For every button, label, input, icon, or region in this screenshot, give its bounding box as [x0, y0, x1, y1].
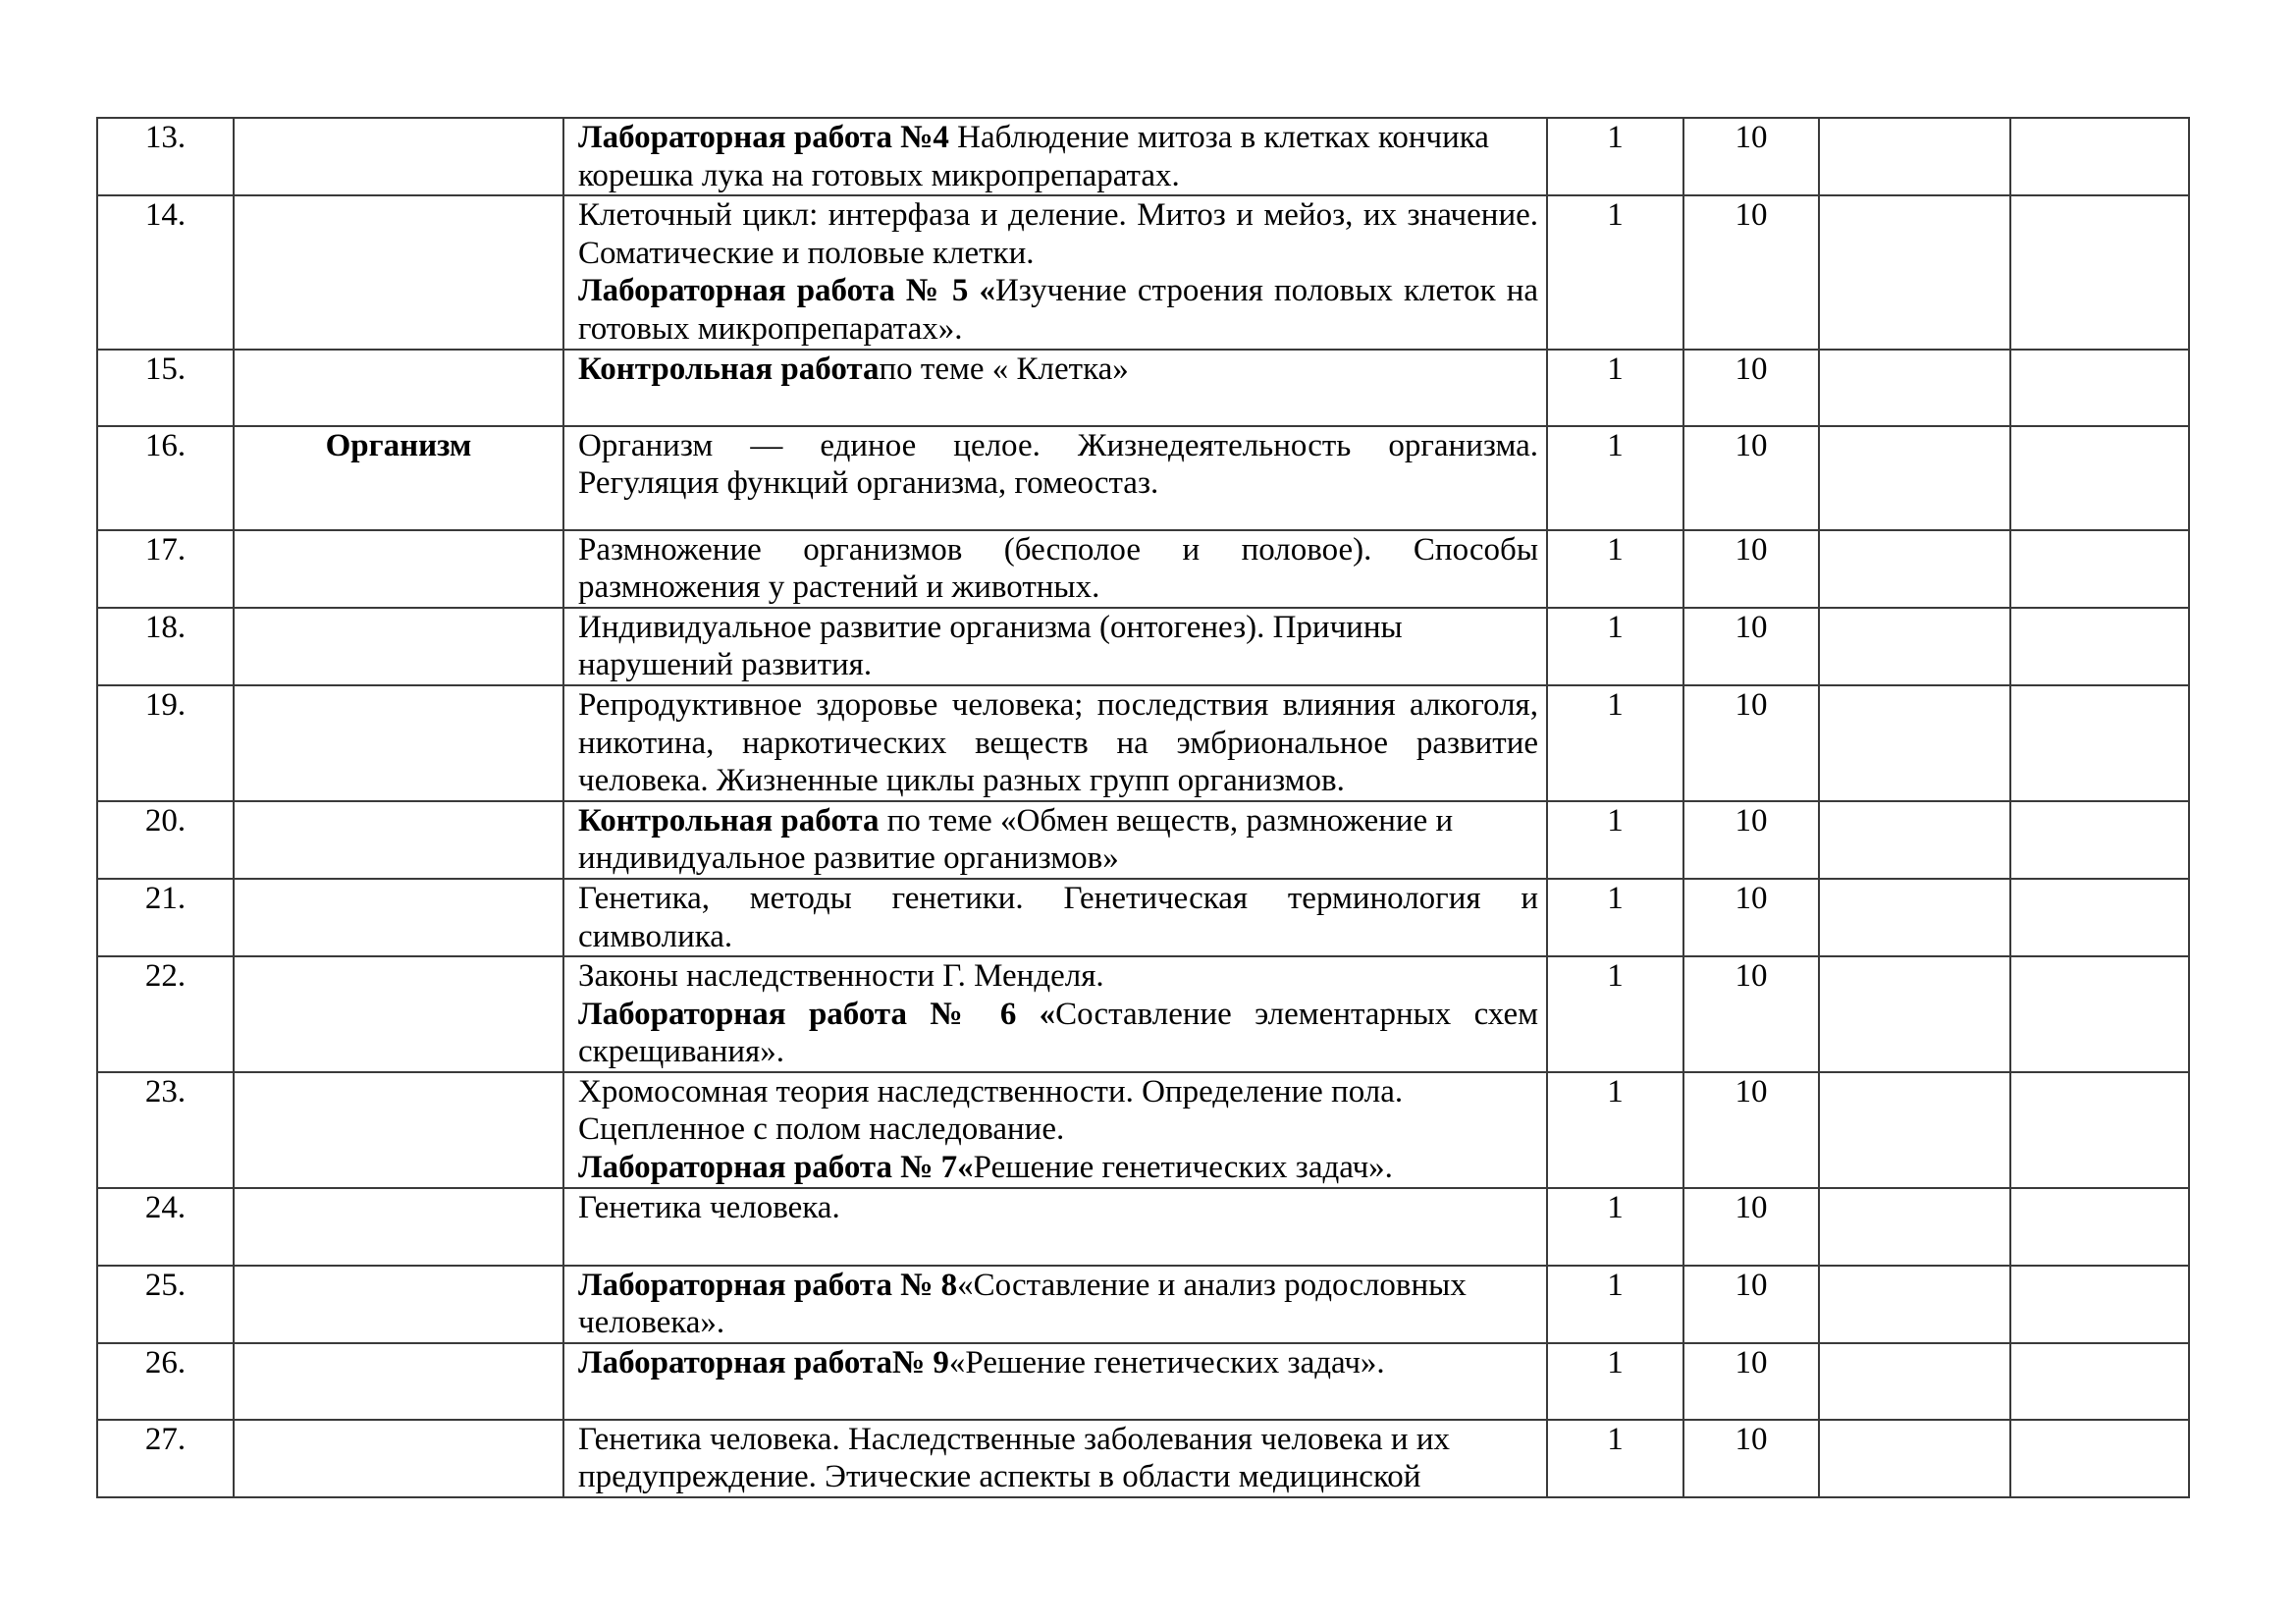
topic-line [578, 157, 1538, 195]
topic-text: символика. [578, 918, 733, 954]
hours-cell: 1 [1547, 426, 1683, 530]
topic-bold-text: Лабораторная работа №4 [578, 120, 949, 155]
week-cell: 10 [1683, 1072, 1819, 1188]
topic-cell [563, 195, 1547, 349]
section-cell [234, 350, 563, 426]
topic-cell [563, 350, 1547, 426]
topic-text: Организм — единое целое. Жизнедеятельность организма. [578, 427, 1538, 463]
topic-text: нарушений развития. [578, 647, 873, 683]
plan-date-cell [1819, 1266, 2010, 1343]
hours-cell: 1 [1547, 1420, 1683, 1497]
plan-date-cell [1819, 956, 2010, 1072]
topic-line [578, 351, 1538, 389]
topic-line [578, 1110, 1538, 1149]
topic-text: Размножение организмов (бесполое и половое). Способы [578, 531, 1538, 568]
section-cell [234, 1072, 563, 1188]
lesson-number-cell: 20. [97, 801, 234, 879]
hours-cell: 1 [1547, 530, 1683, 608]
actual-date-cell [2010, 350, 2189, 426]
topic-cell [563, 608, 1547, 685]
topic-line [578, 839, 1538, 878]
week-cell: 10 [1683, 1266, 1819, 1343]
plan-date-cell [1819, 195, 2010, 349]
topic-line [578, 1421, 1538, 1459]
topic-cell [563, 1343, 1547, 1420]
topic-text: Репродуктивное здоровье человека; последствия влияния алкоголя, [578, 686, 1538, 723]
section-cell [234, 879, 563, 956]
table-row [97, 956, 2189, 1072]
topic-text: скрещивания». [578, 1034, 784, 1070]
table-row [97, 685, 2189, 801]
lesson-number-cell: 16. [97, 426, 234, 530]
topic-line [578, 1267, 1538, 1305]
lesson-number-cell: 21. [97, 879, 234, 956]
section-cell [234, 118, 563, 195]
table-row [97, 195, 2189, 349]
topic-cell [563, 1420, 1547, 1497]
topic-cell [563, 530, 1547, 608]
actual-date-cell [2010, 195, 2189, 349]
lesson-number-cell: 22. [97, 956, 234, 1072]
topic-bold-text: Лабораторная работа№ 9 [578, 1344, 949, 1380]
hours-cell: 1 [1547, 608, 1683, 685]
plan-date-cell [1819, 426, 2010, 530]
table-row [97, 1420, 2189, 1497]
actual-date-cell [2010, 1188, 2189, 1266]
hours-cell: 1 [1547, 350, 1683, 426]
table-row [97, 118, 2189, 195]
topic-text: Решение генетических задач». [973, 1150, 1393, 1186]
section-cell [234, 801, 563, 879]
lesson-number-cell: 14. [97, 195, 234, 349]
topic-line [578, 996, 1538, 1034]
topic-line [578, 1149, 1538, 1187]
week-cell: 10 [1683, 195, 1819, 349]
topic-text: по теме « Клетка» [879, 351, 1129, 387]
table-row [97, 879, 2189, 956]
topic-line [578, 272, 1538, 310]
table-body [97, 118, 2189, 1497]
topic-line [578, 196, 1538, 235]
topic-line [578, 725, 1538, 763]
lesson-number-cell: 23. [97, 1072, 234, 1188]
lesson-number-cell: 27. [97, 1420, 234, 1497]
topic-bold-text: Контрольная работа [578, 802, 880, 839]
lesson-number-cell: 13. [97, 118, 234, 195]
week-cell: 10 [1683, 350, 1819, 426]
actual-date-cell [2010, 1343, 2189, 1420]
week-cell: 10 [1683, 426, 1819, 530]
topic-bold-text: Лабораторная работа № 6 « [578, 996, 1056, 1032]
topic-line [578, 235, 1538, 273]
topic-text: индивидуальное развитие организмов» [578, 840, 1119, 877]
topic-line [578, 1189, 1538, 1227]
hours-cell: 1 [1547, 118, 1683, 195]
lesson-plan-table [96, 117, 2190, 1498]
topic-line [578, 762, 1538, 800]
section-cell [234, 1343, 563, 1420]
topic-text: Законы наследственности Г. Менделя. [578, 958, 1104, 995]
topic-bold-text: Лабораторная работа № 7« [578, 1150, 974, 1186]
table-row [97, 1072, 2189, 1188]
topic-line [578, 1344, 1538, 1382]
plan-date-cell [1819, 801, 2010, 879]
actual-date-cell [2010, 118, 2189, 195]
topic-cell [563, 956, 1547, 1072]
lesson-number-cell: 18. [97, 608, 234, 685]
topic-line [578, 531, 1538, 569]
topic-text: Соматические и половые клетки. [578, 235, 1035, 271]
table-row [97, 1266, 2189, 1343]
topic-cell [563, 118, 1547, 195]
topic-text: Хромосомная теория наследственности. Определение пола. [578, 1073, 1404, 1110]
section-cell [234, 1188, 563, 1266]
topic-text: Изучение строения половых клеток на [994, 273, 1539, 309]
actual-date-cell [2010, 1072, 2189, 1188]
topic-line [578, 646, 1538, 684]
hours-cell: 1 [1547, 1072, 1683, 1188]
topic-line [578, 686, 1538, 725]
topic-text: Индивидуальное развитие организма (онтогенез). Причины [578, 609, 1403, 645]
topic-text: Клеточный цикл: интерфаза и деление. Митоз и мейоз, их значение. [578, 197, 1538, 234]
actual-date-cell [2010, 685, 2189, 801]
topic-text: Наблюдение митоза в клетках кончика [948, 120, 1489, 155]
topic-text: корешка лука на готовых микропрепаратах. [578, 157, 1180, 193]
topic-cell [563, 801, 1547, 879]
week-cell: 10 [1683, 879, 1819, 956]
hours-cell: 1 [1547, 685, 1683, 801]
topic-line [578, 310, 1538, 349]
topic-text: «Составление и анализ родословных [957, 1267, 1467, 1303]
table-row [97, 801, 2189, 879]
plan-date-cell [1819, 1072, 2010, 1188]
topic-cell [563, 1188, 1547, 1266]
hours-cell: 1 [1547, 1188, 1683, 1266]
topic-cell [563, 879, 1547, 956]
topic-line [578, 918, 1538, 956]
plan-date-cell [1819, 1343, 2010, 1420]
plan-date-cell [1819, 1188, 2010, 1266]
week-cell: 10 [1683, 530, 1819, 608]
plan-date-cell [1819, 350, 2010, 426]
topic-line [578, 1073, 1538, 1111]
topic-text: Сцепленное с полом наследование. [578, 1111, 1065, 1148]
hours-cell: 1 [1547, 879, 1683, 956]
topic-line [578, 464, 1538, 503]
hours-cell: 1 [1547, 1266, 1683, 1343]
topic-text: никотина, наркотических веществ на эмбриональное развитие [578, 725, 1538, 761]
topic-line [578, 609, 1538, 647]
topic-text: по теме «Обмен веществ, размножение и [879, 802, 1454, 839]
week-cell: 10 [1683, 608, 1819, 685]
actual-date-cell [2010, 530, 2189, 608]
week-cell: 10 [1683, 956, 1819, 1072]
actual-date-cell [2010, 801, 2189, 879]
lesson-number-cell: 26. [97, 1343, 234, 1420]
actual-date-cell [2010, 608, 2189, 685]
lesson-number-cell: 25. [97, 1266, 234, 1343]
topic-bold-text: Контрольная работа [578, 351, 880, 387]
topic-cell [563, 1266, 1547, 1343]
actual-date-cell [2010, 879, 2189, 956]
topic-text: предупреждение. Этические аспекты в области медицинской [578, 1459, 1421, 1495]
week-cell: 10 [1683, 118, 1819, 195]
topic-line [578, 880, 1538, 918]
section-cell [234, 530, 563, 608]
lesson-number-cell: 19. [97, 685, 234, 801]
section-cell: Организм [234, 426, 563, 530]
actual-date-cell [2010, 1420, 2189, 1497]
week-cell: 10 [1683, 685, 1819, 801]
actual-date-cell [2010, 1266, 2189, 1343]
topic-text: размножения у растений и животных. [578, 569, 1100, 606]
week-cell: 10 [1683, 1420, 1819, 1497]
week-cell: 10 [1683, 801, 1819, 879]
topic-bold-text: Лабораторная работа № 8 [578, 1267, 958, 1303]
section-cell [234, 685, 563, 801]
topic-text: человека». [578, 1305, 725, 1341]
topic-text: человека. Жизненные циклы разных групп организмов. [578, 763, 1345, 799]
table-row [97, 1188, 2189, 1266]
topic-line [578, 119, 1538, 157]
table-row [97, 1343, 2189, 1420]
topic-cell [563, 685, 1547, 801]
hours-cell: 1 [1547, 1343, 1683, 1420]
table-row [97, 350, 2189, 426]
topic-line [578, 1033, 1538, 1071]
topic-cell [563, 426, 1547, 530]
table-row [97, 608, 2189, 685]
topic-text: Составление элементарных схем [1055, 996, 1539, 1032]
topic-text: Регуляция функций организма, гомеостаз. [578, 465, 1159, 502]
topic-line [578, 568, 1538, 607]
hours-cell: 1 [1547, 801, 1683, 879]
topic-cell [563, 1072, 1547, 1188]
section-cell [234, 1420, 563, 1497]
topic-line [578, 1458, 1538, 1496]
week-cell: 10 [1683, 1188, 1819, 1266]
week-cell: 10 [1683, 1343, 1819, 1420]
plan-date-cell [1819, 879, 2010, 956]
section-cell [234, 956, 563, 1072]
lesson-number-cell: 24. [97, 1188, 234, 1266]
topic-line [578, 957, 1538, 996]
plan-date-cell [1819, 118, 2010, 195]
actual-date-cell [2010, 956, 2189, 1072]
plan-date-cell [1819, 1420, 2010, 1497]
topic-text: Генетика, методы генетики. Генетическая терминология и [578, 880, 1538, 916]
table-row [97, 426, 2189, 530]
topic-line [578, 427, 1538, 465]
topic-line [578, 1304, 1538, 1342]
topic-bold-text: Лабораторная работа № 5 « [578, 273, 995, 309]
section-cell [234, 608, 563, 685]
lesson-number-cell: 17. [97, 530, 234, 608]
hours-cell: 1 [1547, 956, 1683, 1072]
lesson-number-cell: 15. [97, 350, 234, 426]
section-cell [234, 195, 563, 349]
section-cell [234, 1266, 563, 1343]
plan-date-cell [1819, 608, 2010, 685]
plan-date-cell [1819, 685, 2010, 801]
actual-date-cell [2010, 426, 2189, 530]
topic-line [578, 802, 1538, 840]
topic-text: Генетика человека. [578, 1189, 840, 1225]
topic-text: Генетика человека. Наследственные заболевания человека и их [578, 1421, 1450, 1457]
plan-date-cell [1819, 530, 2010, 608]
topic-text: «Решение генетических задач». [948, 1344, 1385, 1380]
topic-text: готовых микропрепаратах». [578, 310, 963, 347]
hours-cell: 1 [1547, 195, 1683, 349]
table-row [97, 530, 2189, 608]
